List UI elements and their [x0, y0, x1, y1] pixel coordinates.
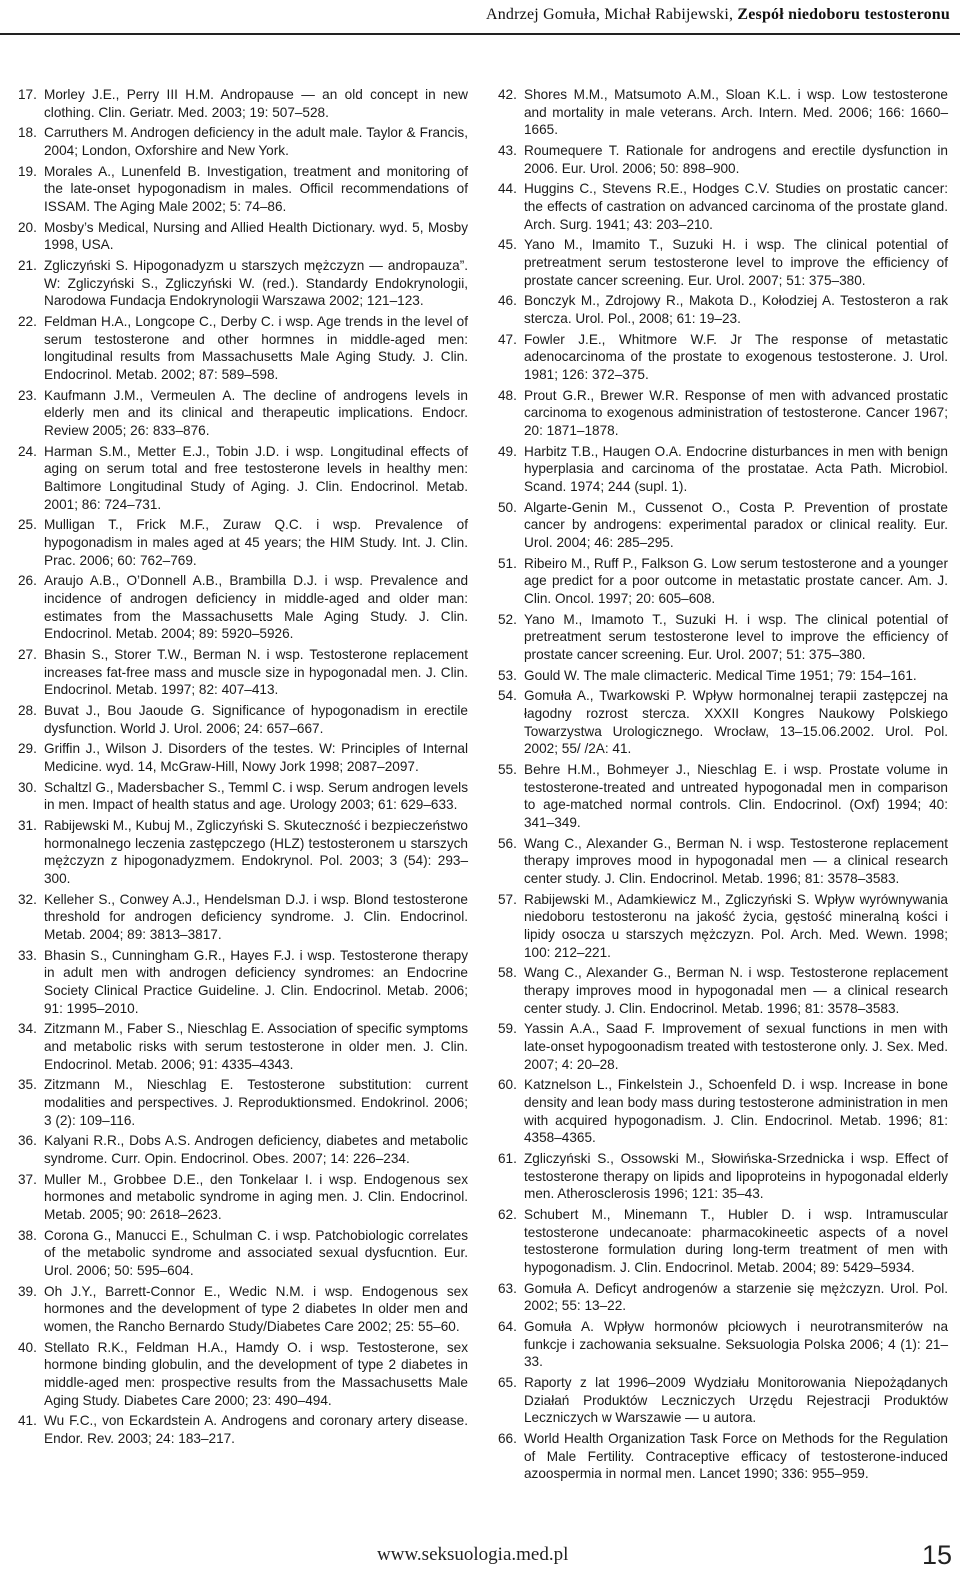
reference-number: 27. [18, 647, 37, 662]
header-rule [0, 33, 960, 35]
reference-text: Shores M.M., Matsumoto A.M., Sloan K.L. i wsp. Low testosterone and mortality in male veterans. Arch. Intern. Med. 2006; 166: 1660–1665. [524, 87, 948, 138]
reference-number: 44. [498, 181, 517, 197]
reference-number: 24. [18, 443, 37, 459]
reference-number: 56. [498, 835, 517, 851]
reference-item [18, 947, 468, 1018]
reference-number: 65. [498, 1375, 517, 1390]
page-number: 15 [921, 1540, 952, 1570]
reference-item [498, 499, 948, 552]
reference-item [498, 667, 948, 685]
reference-text: Gomuła A., Twarkowski P. Wpływ hormonalnej terapii zastępczej na łagodny rozrost stercza. XXXII Kongres Naukowy Polskiego Towarzystwa Urologicznego. Wrocław, 13–15.06.2002. Urol. Pol. 2002; 55/ /2A: 41. [524, 688, 948, 757]
reference-text: Behre H.M., Bohmeyer J., Nieschlag E. i wsp. Prostate volume in testosterone-treated and untreated hypogonadal men in comparison to age-matched normal controls. Clin. Endocrinol. (Oxf) 1994; 40: 341–349. [524, 761, 948, 830]
reference-number: 45. [498, 237, 517, 253]
reference-number: 54. [498, 688, 517, 704]
reference-text: Griffin J., Wilson J. Disorders of the testes. W: Principles of Internal Medicine. wyd. 14, McGraw-Hill, Nowy Jork 1998; 2087–2097. [44, 741, 468, 774]
references-right-column [498, 86, 948, 1486]
reference-item [498, 964, 948, 1017]
reference-number: 34. [18, 1021, 37, 1037]
reference-text: Kalyani R.R., Dobs A.S. Androgen deficiency, diabetes and metabolic syndrome. Curr. Opin. Endocrinol. Obes. 2007; 14: 226–234. [44, 1133, 468, 1166]
reference-text: Zgliczyński S. Hipogonadyzm u starszych mężczyzn — andropauza”. W: Zgliczyński S., Zgliczyński W. (red.). Standardy Endokrynologii, Narodowa Fundacja Endokrynologii Warszawa 2002; 121–123. [44, 257, 468, 309]
reference-number: 17. [18, 87, 37, 102]
reference-item [18, 1076, 468, 1129]
reference-item [498, 555, 948, 608]
reference-number: 26. [18, 573, 37, 589]
reference-number: 57. [498, 891, 517, 907]
reference-text: Morales A., Lunenfeld B. Investigation, treatment and monitoring of the late-onset hypogonadism in males. Officil recommendations of ISSAM. The Aging Male 2002; 5: 74–86. [44, 163, 468, 214]
reference-item [18, 891, 468, 944]
reference-text: Schaltzl G., Madersbacher S., Temml C. i wsp. Serum androgen levels in men. Impact of health status and age. Urology 2003; 61: 629–633. [44, 779, 468, 813]
reference-number: 28. [18, 703, 37, 718]
reference-number: 62. [498, 1207, 517, 1222]
reference-item [498, 1280, 948, 1315]
reference-text: Yano M., Imamoto T., Suzuki H. i wsp. The clinical potential of pretreatment serum testosterone level to improve the efficiency of prostate cancer screening. Eur. Urol. 2007; 51: 375–380. [524, 611, 948, 662]
reference-list-right [498, 86, 948, 1483]
reference-text: Kelleher S., Conwey A.J., Hendelsman D.J. i wsp. Blond testosterone threshold for androgen deficiency syndrome. J. Clin. Endocrinol. Metab. 2004; 89: 3813–3817. [44, 891, 468, 942]
reference-item [18, 1283, 468, 1336]
reference-text: Prout G.R., Brewer W.R. Response of men with advanced prostatic carcinoma to exogenous administration of testosterone. Cancer 1967; 20: 1871–1878. [524, 387, 948, 438]
reference-item [18, 313, 468, 384]
reference-text: Harman S.M., Metter E.J., Tobin J.D. i wsp. Longitudinal effects of aging on serum total and free testosterone levels in healthy men: Baltimore Longitudinal Study of Aging. J. Clin. Endocrinol. Metab. 2001; 86: 724–731. [44, 443, 468, 512]
reference-item [498, 86, 948, 139]
reference-text: Raporty z lat 1996–2009 Wydziału Monitorowania Niepożądanych Działań Produktów Leczniczych Urzędu Rejestracji Produktów Leczniczych w Warszawie — u autora. [524, 1375, 948, 1426]
reference-text: Huggins C., Stevens R.E., Hodges C.V. Studies on prostatic cancer: the effects of castration on advanced carcinoma of the prostate gland. Arch. Surg. 1941; 43: 203–210. [524, 181, 948, 232]
reference-number: 32. [18, 891, 37, 907]
reference-item [18, 1171, 468, 1224]
reference-number: 21. [18, 257, 37, 273]
reference-number: 53. [498, 667, 517, 683]
reference-text: Ribeiro M., Ruff P., Falkson G. Low serum testosterone and a younger age predict for a poor outcome in metastatic prostate cancer. Am. J. Clin. Oncol. 1997; 20: 605–608. [524, 555, 948, 606]
reference-text: Wang C., Alexander G., Berman N. i wsp. Testosterone replacement therapy improves mood in hypogonadal men — a clinical research center study. J. Clin. Endocrinol. Metab. 1996; 81: 3578–3583. [524, 965, 948, 1016]
reference-text: Mosby’s Medical, Nursing and Allied Health Dictionary. wyd. 5, Mosby 1998, USA. [44, 219, 468, 253]
reference-number: 58. [498, 965, 517, 981]
reference-number: 38. [18, 1227, 37, 1243]
reference-text: Rabijewski M., Kubuj M., Zgliczyński S. Skuteczność i bezpieczeństwo hormonalnego leczenia zastępczego (HLZ) testosteronem u starszych mężczyzn z hipogonadyzmem. Endokrynol. Pol. 2003; 3 (54): 293–300. [44, 817, 468, 886]
reference-item [18, 443, 468, 514]
header-authors: Andrzej Gomuła, Michał Rabijewski, [485, 6, 738, 23]
reference-item [18, 163, 468, 216]
reference-item [18, 646, 468, 699]
reference-text: Zgliczyński S., Ossowski M., Słowińska-Srzednicka i wsp. Effect of testosterone therapy on lipids and lipoproteins in hypogonadal elderly men. Atherosclerosis 1996; 121: 35–43. [524, 1151, 948, 1202]
reference-text: Corona G., Manucci E., Schulman C. i wsp. Patchobiologic correlates of the metabolic syndrome and associated sexual dysfucntion. Eur. Urol. 2006; 50: 595–604. [44, 1227, 468, 1278]
reference-number: 25. [18, 517, 37, 533]
reference-text: Morley J.E., Perry III H.M. Andropause — an old concept in new clothing. Clin. Geriatr. Med. 2003; 19: 507–528. [44, 87, 468, 120]
reference-number: 47. [498, 331, 517, 347]
header-title: Zespół niedoboru testosteronu [737, 6, 950, 23]
reference-text: Fowler J.E., Whitmore W.F. Jr The response of metastatic adenocarcinoma of the prostate to exogenous testosterone. J. Urol. 1981; 126: 372–375. [524, 331, 948, 382]
reference-text: Roumequere T. Rationale for androgens and erectile dysfunction in 2006. Eur. Urol. 2006; 50: 898–900. [524, 143, 948, 176]
reference-item [498, 891, 948, 962]
reference-item [18, 779, 468, 814]
reference-text: Wu F.C., von Eckardstein A. Androgens and coronary artery disease. Endor. Rev. 2003; 24: 183–217. [44, 1413, 468, 1446]
reference-text: Yano M., Imamito T., Suzuki H. i wsp. The clinical potential of pretreatment serum testosterone level to improve the efficiency of prostate cancer screening. Eur. Urol. 2007; 51: 375–380. [524, 237, 948, 288]
footer-url: www.seksuologia.med.pl [377, 1544, 569, 1565]
reference-number: 61. [498, 1151, 517, 1166]
reference-item [498, 687, 948, 758]
reference-item [18, 1412, 468, 1447]
reference-text: Zitzmann M., Faber S., Nieschlag E. Association of specific symptoms and metabolic risks with serum testosterone in older men. J. Clin. Endocrinol. Metab. 2006; 91: 4335–4343. [44, 1021, 468, 1072]
reference-number: 36. [18, 1133, 37, 1149]
reference-number: 50. [498, 499, 517, 515]
reference-item [18, 516, 468, 569]
reference-item [498, 1374, 948, 1427]
reference-number: 59. [498, 1021, 517, 1037]
reference-item [18, 702, 468, 737]
reference-text: Zitzmann M., Nieschlag E. Testosterone substitution: current modalities and perspectives. J. Reproduktionsmed. Endokrinol. 2006; 3 (2): 109–116. [44, 1077, 468, 1128]
reference-text: Schubert M., Minemann T., Hubler D. i wsp. Intramuscular testosterone undecanoate: pharmacokineetic aspects of a novel testosterone formulation during long-term treatment of men with hypogonadism. J. Clin. Endocrinol. Metab. 2004; 89: 5429–5934. [524, 1207, 948, 1276]
reference-number: 55. [498, 761, 517, 777]
reference-number: 20. [18, 219, 37, 235]
reference-item [498, 180, 948, 233]
reference-text: Buvat J., Bou Jaoude G. Significance of hypogonadism in erectile dysfunction. World J. Urol. 2006; 24: 657–667. [44, 703, 468, 736]
reference-number: 22. [18, 313, 37, 329]
reference-number: 19. [18, 163, 37, 179]
reference-item [498, 292, 948, 327]
reference-number: 29. [18, 741, 37, 757]
reference-number: 40. [18, 1339, 37, 1355]
reference-number: 23. [18, 387, 37, 403]
reference-text: World Health Organization Task Force on Methods for the Regulation of Male Fertility. Contraceptive efficacy of testosterone-induced azoospermia in normal men. Lancet 1990; 336: 955–959. [524, 1431, 948, 1482]
reference-text: Wang C., Alexander G., Berman N. i wsp. Testosterone replacement therapy improves mood in hypogonadal men — a clinical research center study. J. Clin. Endocrinol. Metab. 1996; 81: 3578–3583. [524, 835, 948, 886]
reference-item [18, 1132, 468, 1167]
reference-item [18, 1227, 468, 1280]
reference-number: 33. [18, 947, 37, 963]
reference-number: 63. [498, 1280, 517, 1296]
reference-item [498, 1020, 948, 1073]
reference-text: Bhasin S., Cunningham G.R., Hayes F.J. i wsp. Testosterone therapy in adult men with androgen deficiency syndromes: an Endocrine Society Clinical Practice Guideline. J. Clin. Endocrinol. Metab. 2006; 91: 1995–2010. [44, 947, 468, 1016]
reference-item [498, 761, 948, 832]
reference-item [498, 1430, 948, 1483]
reference-item [18, 740, 468, 775]
reference-text: Oh J.Y., Barrett-Connor E., Wedic N.M. i wsp. Endogenous sex hormones and the development of type 2 diabetes In older men and women, the Rancho Bernardo Study/Diabetes Care 2002; 25: 55–60. [44, 1283, 468, 1334]
reference-item [18, 387, 468, 440]
reference-item [18, 817, 468, 888]
reference-text: Yassin A.A., Saad F. Improvement of sexual functions in men with late-onset hypogoonadism treated with testosterone only. J. Sex. Med. 2007; 4: 20–28. [524, 1021, 948, 1072]
reference-text: Bonczyk M., Zdrojowy R., Makota D., Kołodziej A. Testosteron a rak stercza. Urol. Pol., 2008; 61: 19–23. [524, 293, 948, 326]
reference-number: 46. [498, 293, 517, 309]
reference-item [498, 387, 948, 440]
reference-item [498, 1150, 948, 1203]
reference-number: 41. [18, 1413, 37, 1429]
reference-number: 39. [18, 1283, 37, 1299]
reference-text: Gomuła A. Wpływ hormonów płciowych i neurotransmiterów na funkcje i zachowania seksualne. Seksuologia Polska 2006; 4 (1): 21–33. [524, 1319, 948, 1370]
reference-number: 51. [498, 555, 517, 571]
reference-text: Rabijewski M., Adamkiewicz M., Zgliczyński S. Wpływ wyrównywania niedoboru testosteronu na jakość życia, gęstość mineralną kości i lipidy osocza u starszych mężczyzn. Pol. Arch. Med. Wewn. 1998; 100: 212–221. [524, 891, 948, 960]
reference-item [498, 1206, 948, 1277]
reference-item [18, 572, 468, 643]
reference-text: Araujo A.B., O’Donnell A.B., Brambilla D.J. i wsp. Prevalence and incidence of androgen deficiency in middle-aged and older man: estimates from the Massachusetts Male Aging Study. J. Clin. Endocrinol. Metab. 2004; 89: 5920–5926. [44, 573, 468, 642]
reference-item [498, 611, 948, 664]
reference-item [18, 1020, 468, 1073]
reference-item [498, 443, 948, 496]
reference-item [18, 86, 468, 121]
reference-item [498, 331, 948, 384]
reference-text: Mulligan T., Frick M.F., Zuraw Q.C. i wsp. Prevalence of hypogonadism in males aged at 45 years; the HIM Study. Int. J. Clin. Prac. 2006; 60: 762–769. [44, 517, 468, 568]
reference-text: Gould W. The male climacteric. Medical Time 1951; 79: 154–161. [524, 667, 917, 683]
reference-item [18, 219, 468, 254]
reference-item [498, 1076, 948, 1147]
reference-number: 48. [498, 387, 517, 403]
references-left-column [18, 86, 468, 1451]
reference-number: 30. [18, 779, 37, 795]
reference-text: Stellato R.K., Feldman H.A., Hamdy O. i wsp. Testosterone, sex hormone binding globulin, and the development of type 2 diabetes in middle-aged men: prospective results from the Massachusetts Male Aging Study. Diabetes Care 2000; 23: 490–494. [44, 1339, 468, 1408]
reference-number: 43. [498, 143, 517, 158]
reference-list-left [18, 86, 468, 1448]
reference-text: Gomuła A. Deficyt androgenów a starzenie się mężczyzn. Urol. Pol. 2002; 55: 13–22. [524, 1280, 948, 1314]
reference-item [498, 1318, 948, 1371]
reference-number: 64. [498, 1319, 517, 1334]
reference-text: Algarte-Genin M., Cussenot O., Costa P. Prevention of prostate cancer by androgens: experimental paradox or clinical reality. Eur. Urol. 2004; 46: 285–295. [524, 499, 948, 550]
reference-item [498, 835, 948, 888]
reference-text: Katznelson L., Finkelstein J., Schoenfeld D. i wsp. Increase in bone density and lean body mass during testosterone administration in men with acquired hypogonadism. J. Clin. Endocrinol. Metab. 1996; 81: 4358–4365. [524, 1077, 948, 1146]
running-header [486, 6, 950, 24]
reference-text: Kaufmann J.M., Vermeulen A. The decline of androgens levels in elderly men and its clinical and therapeutic implications. Endocr. Review 2005; 26: 833–876. [44, 387, 468, 438]
reference-item [18, 124, 468, 159]
reference-item [498, 236, 948, 289]
reference-number: 18. [18, 125, 37, 141]
reference-number: 60. [498, 1077, 517, 1093]
reference-number: 31. [18, 817, 37, 833]
reference-number: 49. [498, 443, 517, 459]
reference-item [18, 1339, 468, 1410]
reference-number: 66. [498, 1431, 517, 1446]
reference-text: Harbitz T.B., Haugen O.A. Endocrine disturbances in men with benign hyperplasia and carcinoma of the prostatae. Acta Path. Microbiol. Scand. 1974; 244 (supl. 1). [524, 443, 948, 494]
reference-text: Feldman H.A., Longcope C., Derby C. i wsp. Age trends in the level of serum testosterone and other hormnes in middle-aged men: longitudinal results from Massachusetts Male Aging Study. J. Clin. Endocrinol. Metab. 2002; 87: 589–598. [44, 313, 468, 382]
reference-number: 35. [18, 1077, 37, 1093]
reference-number: 52. [498, 611, 517, 627]
reference-item [498, 142, 948, 177]
reference-number: 37. [18, 1171, 37, 1187]
reference-number: 42. [498, 87, 517, 102]
reference-text: Carruthers M. Androgen deficiency in the adult male. Taylor & Francis, 2004; London, Oxforshire and New York. [44, 125, 468, 158]
reference-text: Bhasin S., Storer T.W., Berman N. i wsp. Testosterone replacement increases fat-free mass and muscle size in hypogonadal men. J. Clin. Endocrinol. Metab. 1997; 82: 407–413. [44, 647, 468, 698]
reference-item [18, 257, 468, 310]
reference-text: Muller M., Grobbee D.E., den Tonkelaar I. i wsp. Endogenous sex hormones and metabolic syndrome in aging men. J. Clin. Endocrinol. Metab. 2005; 90: 2618–2623. [44, 1171, 468, 1222]
